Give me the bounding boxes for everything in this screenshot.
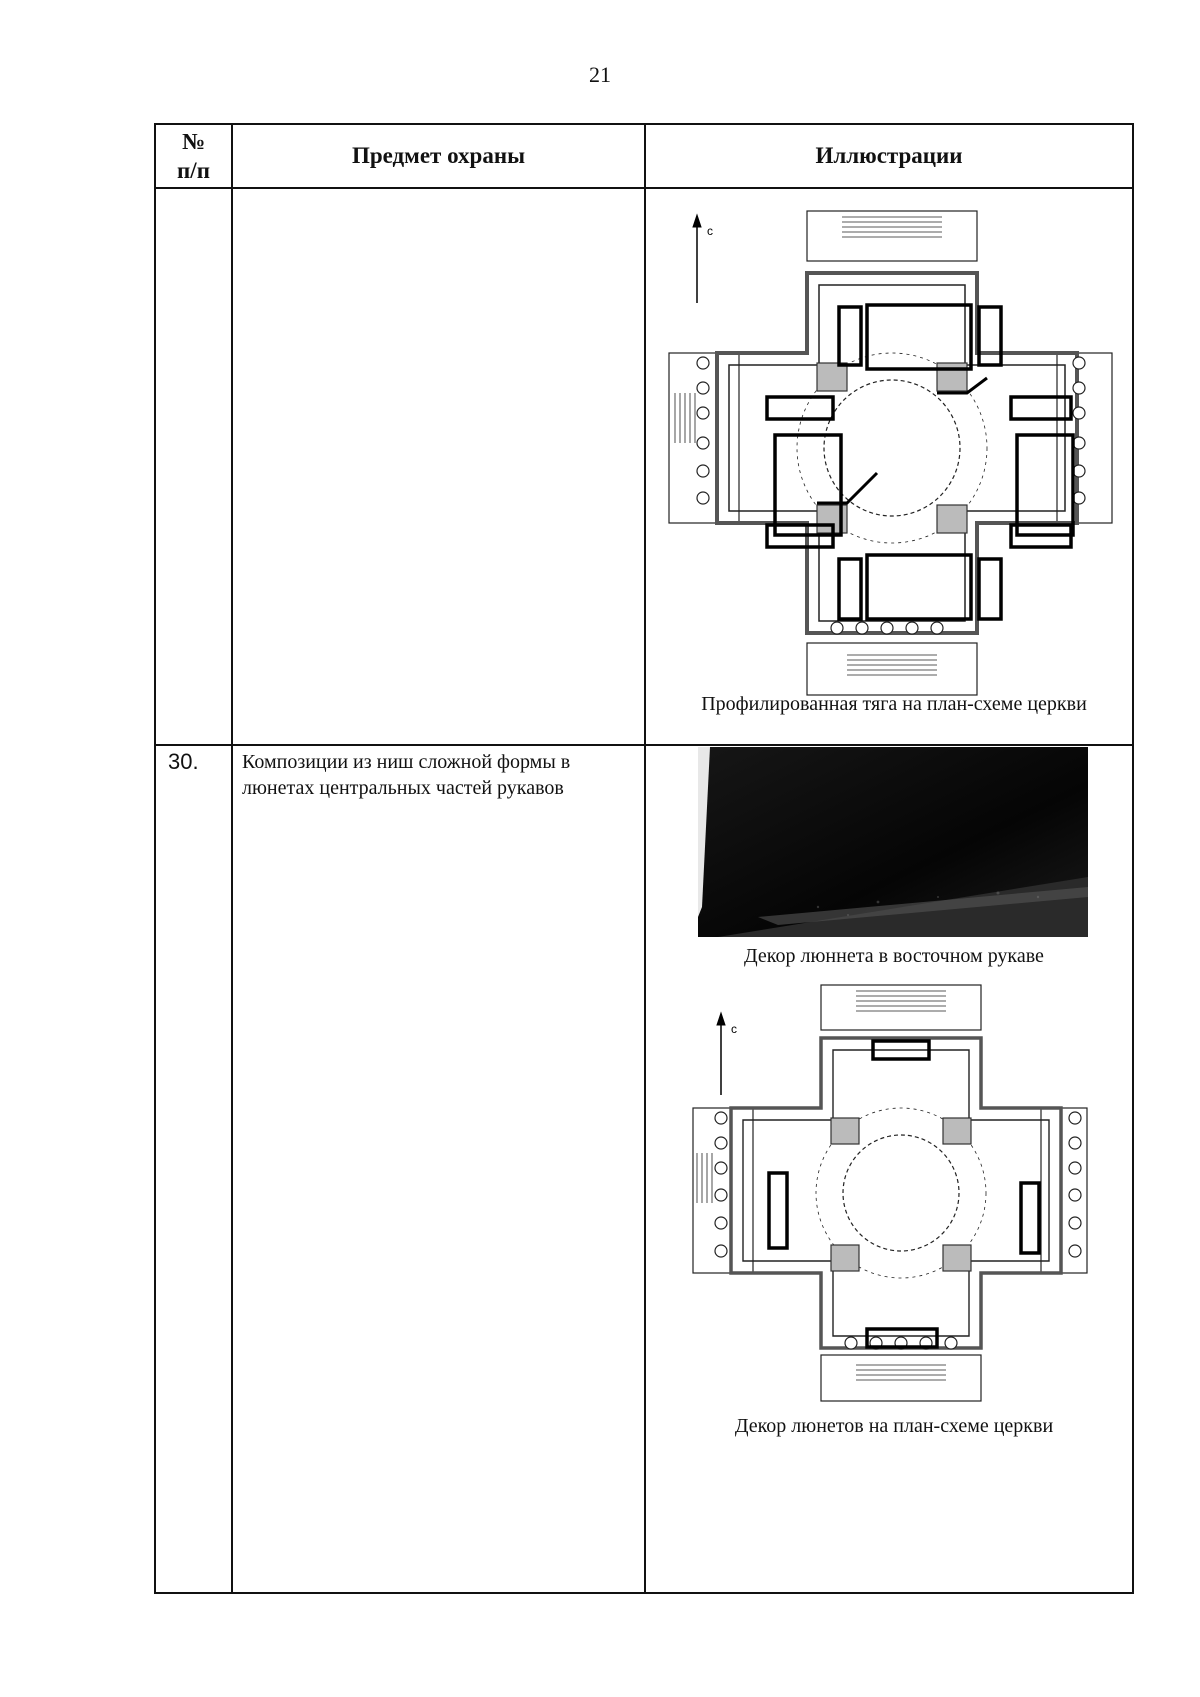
svg-text:с: с	[707, 224, 713, 238]
header-subject: Предмет охраны	[351, 143, 526, 168]
protection-table	[154, 123, 1134, 1594]
header-row-divider	[154, 187, 1134, 189]
north-steps-icon	[842, 217, 942, 237]
north-arrow-icon	[717, 1013, 737, 1095]
table-border-right	[1132, 123, 1134, 1594]
table-border-left	[154, 123, 156, 1594]
south-porch	[807, 643, 977, 695]
header-num: № п/п	[177, 129, 210, 183]
lunette-decor-photo	[698, 747, 1088, 937]
col-divider-1	[231, 123, 233, 1594]
lunette-highlights	[769, 1041, 1039, 1347]
page-number: 21	[589, 62, 611, 87]
row-subject: Композиции из ниш сложной формы в люнетах центральных частей рукавов	[242, 751, 571, 799]
row-number: 30.	[168, 749, 199, 774]
plan-caption-cornice: Профилированная тяга на план-схеме церкви	[701, 693, 1087, 715]
church-plan-scheme	[667, 203, 1117, 703]
photo-caption-lunette: Декор люннета в восточном рукаве	[744, 945, 1044, 967]
row-divider	[154, 744, 1134, 746]
north-arrow-icon	[693, 215, 713, 303]
header-illustrations: Иллюстрации	[815, 143, 963, 168]
church-plan-scheme-lunettes	[691, 983, 1091, 1403]
svg-text:с: с	[731, 1022, 737, 1036]
north-porch	[807, 211, 977, 261]
col-divider-2	[644, 123, 646, 1594]
plan-caption-lunettes: Декор люнетов на план-схеме церкви	[734, 1415, 1054, 1437]
